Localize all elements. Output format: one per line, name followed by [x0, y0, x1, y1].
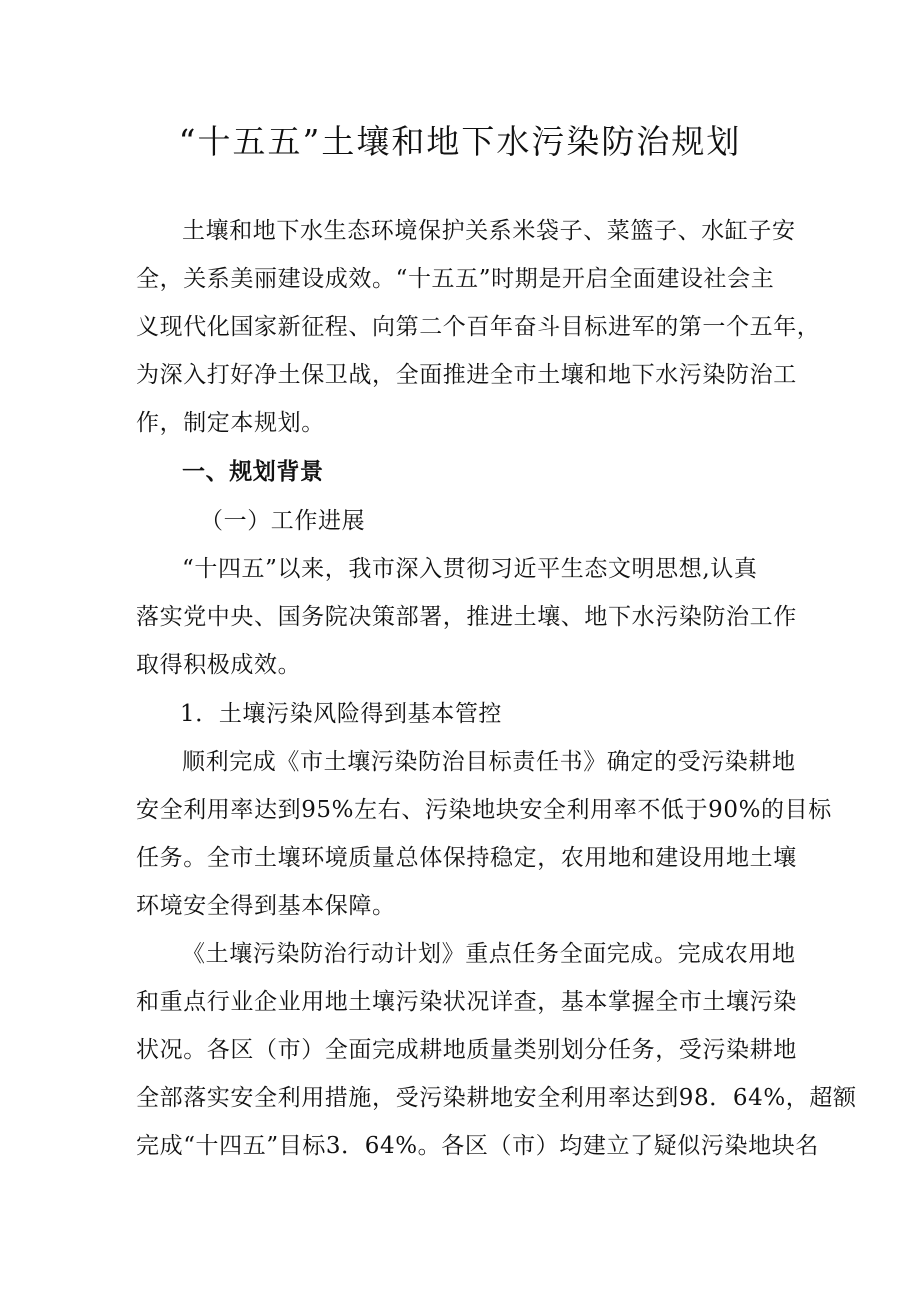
item1-para2-line-2: 和重点行业企业用地土壤污染状况详查，基本掌握全市土壤污染	[136, 989, 797, 1015]
item1-para2-line-3: 状况。各区（市）全面完成耕地质量类别划分任务，受污染耕地	[136, 1037, 797, 1063]
progress-line-2: 落实党中央、国务院决策部署，推进土壤、地下水污染防治工作	[136, 604, 797, 630]
item1-para2-line-1: 《土壤污染防治行动计划》重点任务全面完成。完成农用地	[182, 941, 796, 967]
progress-line-1: “十四五”以来，我市深入贯彻习近平生态文明思想,认真	[182, 556, 758, 582]
subsection-heading-progress: （一）工作进展	[200, 508, 366, 534]
item1-para2-line-4: 全部落实安全利用措施，受污染耕地安全利用率达到98．64%，超额	[136, 1085, 857, 1111]
item1-para1-line-2: 安全利用率达到95%左右、污染地块安全利用率不低于90%的目标	[136, 797, 832, 823]
intro-line-3: 义现代化国家新征程、向第二个百年奋斗目标进军的第一个五年，	[136, 314, 821, 340]
item1-para1-line-3: 任务。全市土壤环境质量总体保持稳定，农用地和建设用地土壤	[136, 845, 797, 871]
intro-line-4: 为深入打好净土保卫战，全面推进全市土壤和地下水污染防治工	[136, 362, 797, 388]
progress-line-3: 取得积极成效。	[136, 652, 302, 678]
item-heading-soil-risk: 1．土壤污染风险得到基本管控	[180, 701, 503, 727]
intro-line-2: 全，关系美丽建设成效。“十五五”时期是开启全面建设社会主	[136, 266, 775, 292]
item1-para1-line-1: 顺利完成《市土壤污染防治目标责任书》确定的受污染耕地	[182, 749, 796, 775]
item1-para1-line-4: 环境安全得到基本保障。	[136, 893, 396, 919]
intro-line-1: 土壤和地下水生态环境保护关系米袋子、菜篮子、水缸子安	[182, 218, 796, 244]
intro-line-5: 作，制定本规划。	[136, 410, 325, 436]
document-title: “十五五”土壤和地下水污染防治规划	[178, 122, 742, 161]
section-heading-background: 一、规划背景	[182, 459, 324, 485]
item1-para2-line-5: 完成“十四五”目标3．64%。各区（市）均建立了疑似污染地块名	[136, 1133, 819, 1159]
